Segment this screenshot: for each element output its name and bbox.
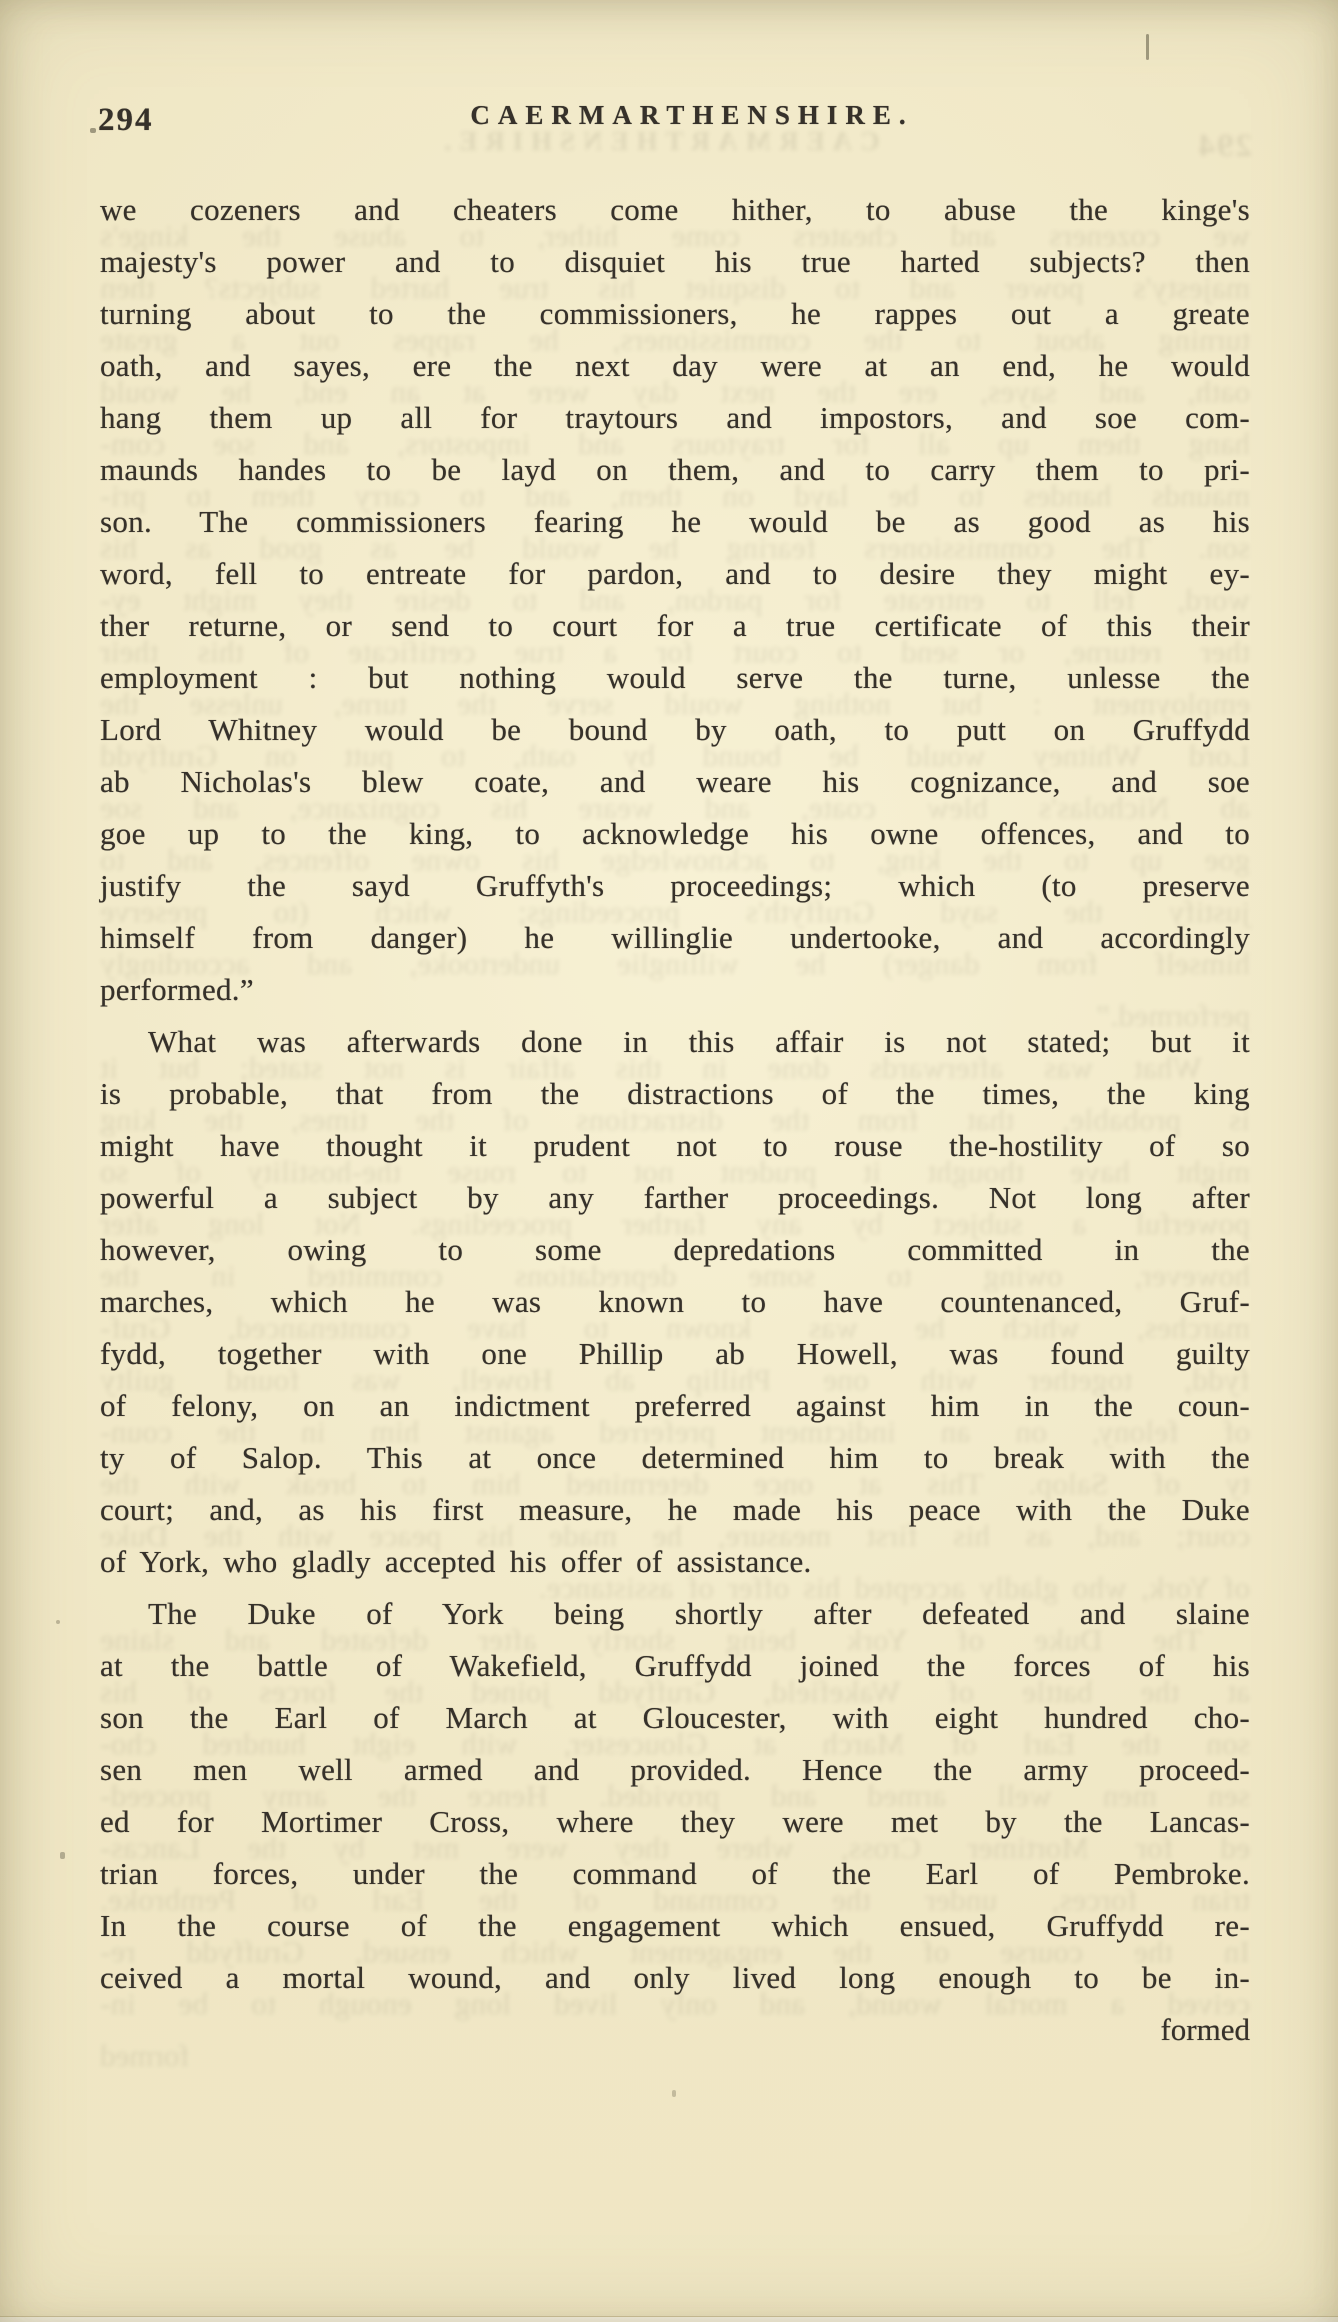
ink-speck [672,2090,676,2097]
ink-speck [60,1852,65,1859]
text-line: The Duke of York being shortly after defeated and slaine [148,1596,1250,1631]
text-line: sen men well armed and provided. Hence the army proceed- [100,1752,1250,1787]
text-line: son. The commissioners fearing he would be as good as his [100,504,1250,539]
text-line: ab Nicholas's blew coate, and weare his cognizance, and soe [100,764,1250,799]
text-line: however, owing to some depredations committed in the [100,1232,1250,1267]
text-line: employment : but nothing would serve the turne, unlesse the [100,660,1250,695]
text-line: might have thought it prudent not to rouse the-hostility of so [100,1128,1250,1163]
text-line: of York, who gladly accepted his offer of assistance. [100,1544,812,1579]
text-line: majesty's power and to disquiet his true harted subjects? then [100,244,1250,279]
text-line: we cozeners and cheaters come hither, to abuse the kinge's [100,192,1250,227]
text-line: ceived a mortal wound, and only lived long enough to be in- [100,1960,1250,1995]
text-line: is probable, that from the distractions of the times, the king [100,1076,1250,1111]
text-line: fydd, together with one Phillip ab Howell, was found guilty [100,1336,1250,1371]
text-line: trian forces, under the command of the Earl of Pembroke. [100,1856,1250,1891]
text-line: Lord Whitney would be bound by oath, to putt on Gruffydd [100,712,1250,747]
text-line: oath, and sayes, ere the next day were at an end, he would [100,348,1250,383]
show-through-ghost: 294 CAERMARTHENSHIRE. we cozeners and cheaters come hither, to abuse the kinge's majesty's power and to disquiet his true harted subjects? then turning about to the commissioners, he rappes out a greate oath, and sayes, ere the next day were at an end, he would hang them up all for traytours and impostors, and soe com- maunds handes to be layd on them, and to carry them to pri- son. The commissioners fearing he would be as good as his word, fell to entreate for pardon, and to desire they might ey- ther returne, or send to court for a true certificate of this their employment : but nothing would serve the turne, unlesse the Lord Whitney would be bound by oath, to putt on Gruffydd ab Nicholas's blew coate, and weare his cognizance, and soe goe up to the king, to acknowledge his owne offences, and to justify the sayd Gruffyth's proceedings; which (to preserve himself from danger) he willinglie undertooke, and accordingly performed.” What was afterwards done in this affair is not stated; but it is probable, that from the distractions of the times, the king might have thought it prudent not to rouse the-hostility of so powerful a subject by any farther proceedings. Not long after however, owing to some depredations committed in the marches, which he was known to have countenanced, Gruf- fydd, together with one Phillip ab Howell, was found guilty of felony, on an indictment preferred against him in the coun- ty of Salop. This at once determined him to break with the court; and, as his first measure, he made his peace with the Duke of York, who gladly accepted his offer of assistance. The Duke of York being shortly after defeated and slaine at the battle of Wakefield, Gruffydd joined the forces of his son the Earl of March at Gloucester, with eight hundred cho- sen men well armed and provided. Hence the army proceed- ed for Mortimer Cross, where they were met by the Lancas- trian forces, under the command of the Earl of Pembroke. In the course of the engagement which ensued, Gruffydd re- ceived a mortal wound, and only lived long enough to be in- formed [100,126,1252,2073]
text-line: at the battle of Wakefield, Gruffydd joined the forces of his [100,1648,1250,1683]
text-line: performed.” [100,972,254,1007]
text-line: goe up to the king, to acknowledge his owne offences, and to [100,816,1250,851]
text-line: ther returne, or send to court for a true certificate of this their [100,608,1250,643]
text-line: maunds handes to be layd on them, and to carry them to pri- [100,452,1250,487]
text-line: ed for Mortimer Cross, where they were met by the Lancas- [100,1804,1250,1839]
catchword: formed [1160,2012,1250,2047]
text-line: ty of Salop. This at once determined him to break with the [100,1440,1250,1475]
print-layer [100,0,1250,2056]
page-number: 294 [98,102,154,138]
text-line: justify the sayd Gruffyth's proceedings; which (to preserve [100,868,1250,903]
text-line: word, fell to entreate for pardon, and to desire they might ey- [100,556,1250,591]
text-line: turning about to the commissioners, he rappes out a greate [100,296,1250,331]
page-header [100,100,1250,144]
text-line: marches, which he was known to have countenanced, Gruf- [100,1284,1250,1319]
body-text [100,184,1250,2004]
text-line: In the course of the engagement which ensued, Gruffydd re- [100,1908,1250,1943]
running-header: CAERMARTHENSHIRE. [470,100,914,130]
text-line: hang them up all for traytours and impostors, and soe com- [100,400,1250,435]
text-line: himself from danger) he willinglie undertooke, and accordingly [100,920,1250,955]
text-line: court; and, as his first measure, he made his peace with the Duke [100,1492,1250,1527]
text-line: son the Earl of March at Gloucester, with eight hundred cho- [100,1700,1250,1735]
text-line: What was afterwards done in this affair is not stated; but it [148,1024,1250,1059]
ink-speck [1146,34,1149,60]
text-line: powerful a subject by any farther proceedings. Not long after [100,1180,1250,1215]
scan-bottom-edge [0,2316,1338,2322]
ink-speck [90,128,96,133]
catchword-row [100,2004,1250,2056]
ink-speck [56,1620,60,1624]
text-line: of felony, on an indictment preferred against him in the coun- [100,1388,1250,1423]
